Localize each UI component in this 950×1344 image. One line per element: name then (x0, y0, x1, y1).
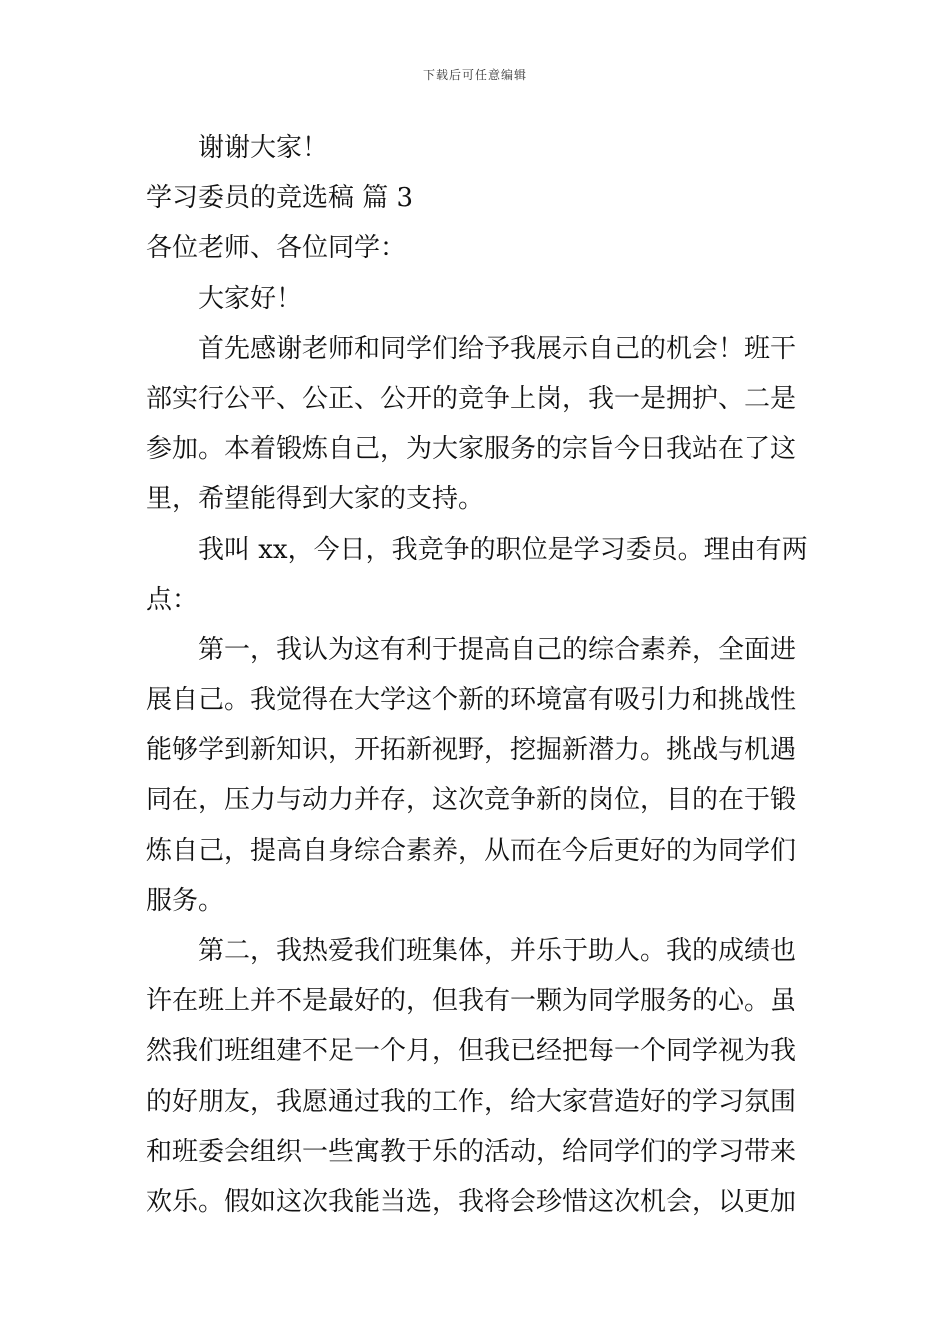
text-line: 和班委会组织一些寓教于乐的活动，给同学们的学习带来 (146, 1136, 797, 1167)
text-line: 我叫 xx，今日，我竞争的职位是学习委员。理由有两 (198, 534, 808, 565)
text-line: 炼自己，提高自身综合素养，从而在今后更好的为同学们 (146, 835, 797, 866)
text-line: 谢谢大家！ (198, 133, 329, 163)
text-line: 欢乐。假如这次我能当选，我将会珍惜这次机会，以更加 (146, 1186, 797, 1217)
text-line: 参加。本着锻炼自己，为大家服务的宗旨今日我站在了这 (146, 434, 797, 465)
text-line: 服务。 (146, 885, 225, 916)
text-line: 然我们班组建不足一个月，但我已经把每一个同学视为我 (146, 1036, 797, 1067)
text-line: 展自己。我觉得在大学这个新的环境富有吸引力和挑战性 (146, 685, 797, 716)
text-line: 第二，我热爱我们班集体，并乐于助人。我的成绩也 (198, 936, 797, 966)
document-body (146, 123, 816, 1227)
text-line: 许在班上并不是最好的，但我有一颗为同学服务的心。虽 (146, 986, 797, 1017)
text-line: 点： (146, 584, 199, 615)
text-line: 同在，压力与动力并存，这次竞争新的岗位，目的在于锻 (146, 785, 797, 816)
greeting-line: 大家好！ (198, 283, 303, 314)
text-line: 里，希望能得到大家的支持。 (146, 484, 485, 515)
page-header-note: 下载后可任意编辑 (422, 68, 527, 82)
salutation: 各位老师、各位同学： (146, 233, 407, 264)
text-line: 首先感谢老师和同学们给予我展示自己的机会！班干 (198, 333, 797, 364)
text-line: 部实行公平、公正、公开的竞争上岗，我一是拥护、二是 (146, 383, 797, 414)
text-line: 能够学到新知识，开拓新视野，挖掘新潜力。挑战与机遇 (146, 735, 797, 766)
text-line: 第一，我认为这有利于提高自己的综合素养，全面进 (198, 634, 797, 665)
text-line: 的好朋友，我愿通过我的工作，给大家营造好的学习氛围 (146, 1086, 797, 1117)
section-heading: 学习委员的竞选稿 篇 3 (146, 183, 414, 214)
